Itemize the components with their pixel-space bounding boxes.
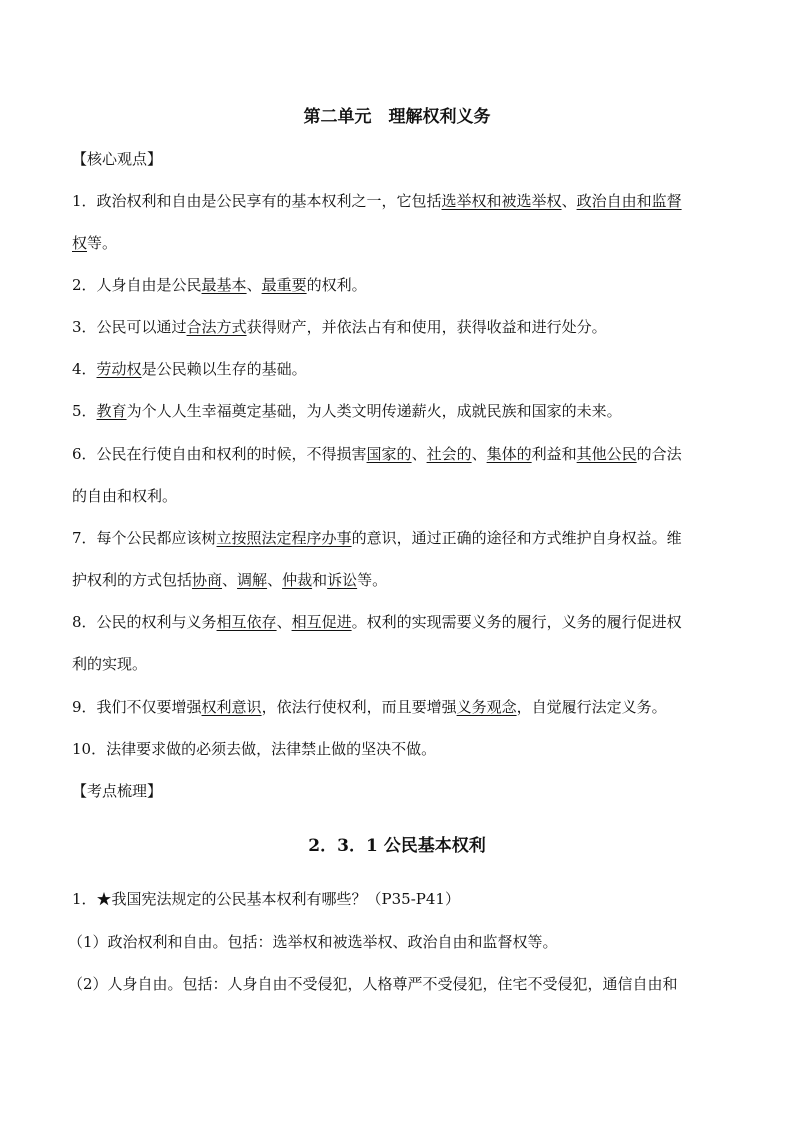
underlined-term: 仲裁 xyxy=(282,571,313,589)
underlined-term: 相互促进 xyxy=(291,613,352,631)
text: 获得财产，并依法占有和使用，获得收益和进行处分。 xyxy=(246,318,607,336)
core-point-2 xyxy=(72,275,722,295)
underlined-term: 国家的 xyxy=(366,445,412,463)
text: 的权利。 xyxy=(306,276,367,294)
unit-title: 第二单元 理解权利义务 xyxy=(303,107,491,127)
text: 和 xyxy=(312,571,328,589)
underlined-term: 政治自由和监督 xyxy=(576,192,682,210)
text: 、 xyxy=(471,445,487,463)
underlined-term: 相互依存 xyxy=(216,613,277,631)
text: 4． xyxy=(72,360,97,378)
text: 2．人身自由是公民 xyxy=(72,276,202,294)
text: 、 xyxy=(276,613,292,631)
review-header: 【考点梳理】 xyxy=(72,782,163,800)
underlined-term: 劳动权 xyxy=(96,360,142,378)
question-1: 1．★我国宪法规定的公民基本权利有哪些？（P35-P41） xyxy=(72,890,460,908)
answer-2: （2）人身自由。包括：人身自由不受侵犯，人格尊严不受侵犯，住宅不受侵犯，通信自由和 xyxy=(68,975,678,993)
underlined-term: 调解 xyxy=(237,571,268,589)
text: 是公民赖以生存的基础。 xyxy=(141,360,307,378)
core-point-6 xyxy=(72,444,722,464)
text: 6．公民在行使自由和权利的时候，不得损害 xyxy=(72,445,367,463)
text: 的合法 xyxy=(636,445,682,463)
underlined-term: 社会的 xyxy=(426,445,472,463)
text: 1．政治权利和自由是公民享有的基本权利之一，它包括 xyxy=(72,192,442,210)
underlined-term: 权 xyxy=(72,234,88,252)
text: 。权利的实现需要义务的履行，义务的履行促进权 xyxy=(351,613,682,631)
core-point-1-cont xyxy=(72,233,722,253)
core-point-4 xyxy=(72,359,722,379)
core-point-8-cont: 利的实现。 xyxy=(72,655,148,673)
underlined-term: 选举权和被选举权 xyxy=(441,192,562,210)
text: 3．公民可以通过 xyxy=(72,318,187,336)
answer-1: （1）政治权利和自由。包括：选举权和被选举权、政治自由和监督权等。 xyxy=(68,933,558,951)
text: 等。 xyxy=(87,234,118,252)
text: 、 xyxy=(222,571,238,589)
text: 7．每个公民都应该树 xyxy=(72,529,217,547)
underlined-term: 最基本 xyxy=(201,276,247,294)
underlined-term: 权利意识 xyxy=(201,698,262,716)
text: 9．我们不仅要增强 xyxy=(72,698,202,716)
core-point-9 xyxy=(72,697,722,717)
underlined-term: 其他公民 xyxy=(576,445,637,463)
text: 5． xyxy=(72,402,97,420)
core-point-6-cont: 的自由和权利。 xyxy=(72,487,178,505)
core-point-10: 10．法律要求做的必须去做，法律禁止做的坚决不做。 xyxy=(72,740,437,758)
text: 的意识，通过正确的途径和方式维护自身权益。维 xyxy=(351,529,682,547)
text: 利益和 xyxy=(531,445,577,463)
core-point-7 xyxy=(72,528,722,548)
core-point-5 xyxy=(72,401,722,421)
text: 护权利的方式包括 xyxy=(72,571,193,589)
text: 、 xyxy=(411,445,427,463)
text: 、 xyxy=(246,276,262,294)
text: 8．公民的权利与义务 xyxy=(72,613,217,631)
core-point-1 xyxy=(72,191,722,211)
text: ，依法行使权利，而且要增强 xyxy=(261,698,457,716)
text: 、 xyxy=(561,192,577,210)
underlined-term: 集体的 xyxy=(486,445,532,463)
underlined-term: 最重要 xyxy=(261,276,307,294)
core-point-8 xyxy=(72,612,722,632)
underlined-term: 协商 xyxy=(192,571,223,589)
text: 为个人人生幸福奠定基础，为人类文明传递薪火，成就民族和国家的未来。 xyxy=(126,402,622,420)
underlined-term: 诉讼 xyxy=(327,571,358,589)
text: 、 xyxy=(267,571,283,589)
core-point-7-cont xyxy=(72,570,722,590)
text: ，自觉履行法定义务。 xyxy=(516,698,667,716)
core-header: 【核心观点】 xyxy=(72,150,163,168)
underlined-term: 义务观念 xyxy=(456,698,517,716)
section-title: 2．3．1 公民基本权利 xyxy=(308,836,486,856)
underlined-term: 合法方式 xyxy=(186,318,247,336)
underlined-term: 立按照法定程序办事 xyxy=(216,529,352,547)
text: 等。 xyxy=(357,571,388,589)
underlined-term: 教育 xyxy=(96,402,127,420)
core-point-3 xyxy=(72,317,722,337)
